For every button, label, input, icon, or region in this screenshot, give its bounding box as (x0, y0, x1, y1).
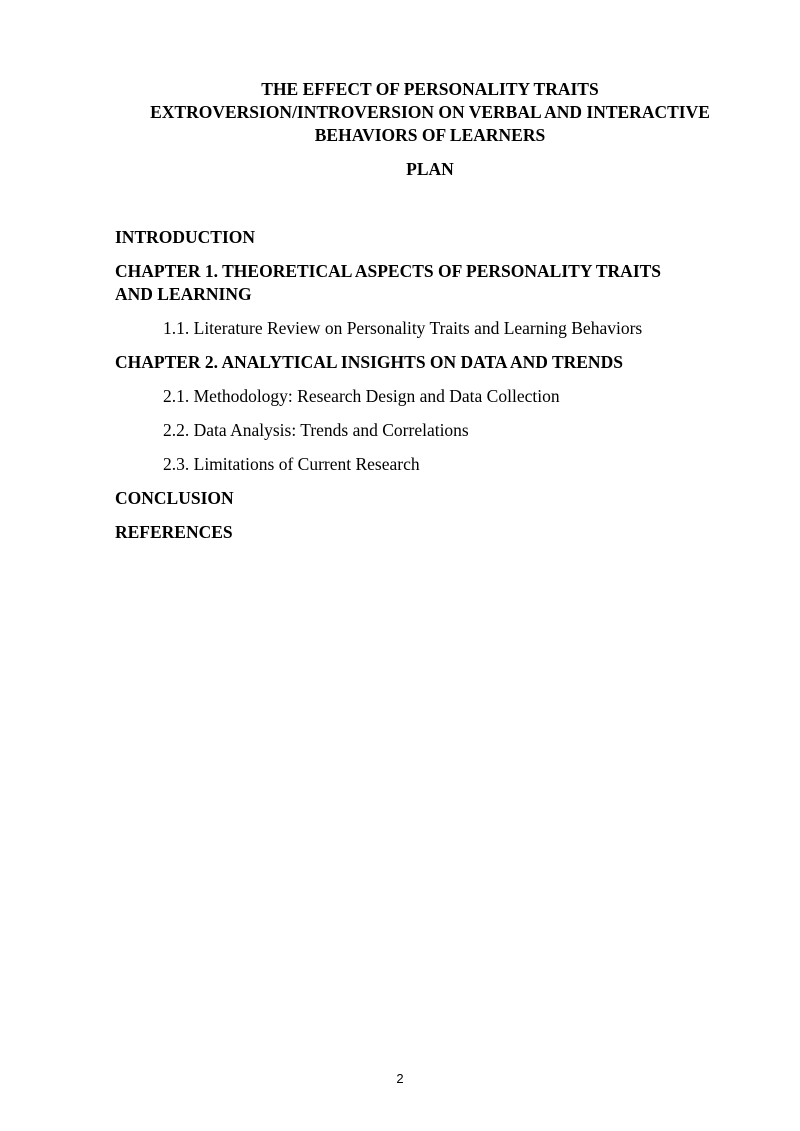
toc-section-2-1: 2.1. Methodology: Research Design and Data Collection (163, 386, 560, 406)
title-line-1: THE EFFECT OF PERSONALITY TRAITS (261, 79, 599, 99)
plan-heading: PLAN (406, 159, 454, 179)
toc-references: REFERENCES (115, 522, 233, 542)
toc-chapter-2: CHAPTER 2. ANALYTICAL INSIGHTS ON DATA AND TRENDS (115, 352, 623, 372)
document-title (100, 78, 760, 147)
toc-section-1-1: 1.1. Literature Review on Personality Traits and Learning Behaviors (163, 318, 643, 338)
toc-chapter-1-line-2: AND LEARNING (115, 284, 252, 304)
toc-conclusion: CONCLUSION (115, 488, 234, 508)
table-of-contents (115, 226, 735, 544)
toc-chapter-1-line-1: CHAPTER 1. THEORETICAL ASPECTS OF PERSONALITY TRAITS (115, 261, 662, 281)
title-line-3: BEHAVIORS OF LEARNERS (314, 125, 546, 145)
title-line-2: EXTROVERSION/INTROVERSION ON VERBAL AND INTERACTIVE (150, 102, 710, 122)
toc-section-2-2: 2.2. Data Analysis: Trends and Correlations (163, 420, 469, 440)
toc-section-2-3: 2.3. Limitations of Current Research (163, 454, 420, 474)
page-number: 2 (396, 1071, 404, 1086)
toc-introduction: INTRODUCTION (115, 227, 256, 247)
